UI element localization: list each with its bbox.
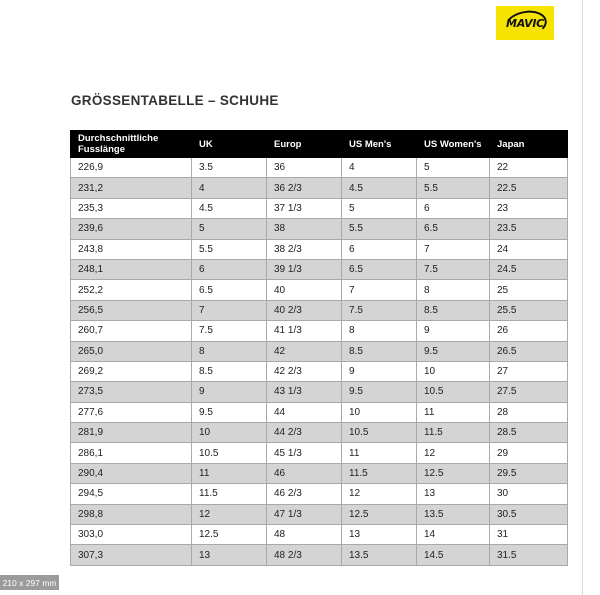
europe-cell: 37 1/3 (267, 198, 342, 218)
us-women-cell: 8 (417, 280, 490, 300)
us-men-cell: 10.5 (342, 423, 417, 443)
us-men-cell: 5.5 (342, 219, 417, 239)
foot-length-cell: 298,8 (71, 504, 192, 524)
us-women-cell: 11 (417, 402, 490, 422)
us-women-cell: 6 (417, 198, 490, 218)
us-men-cell: 6 (342, 239, 417, 259)
us-men-cell: 13.5 (342, 545, 417, 565)
us-men-cell: 8.5 (342, 341, 417, 361)
logo-text: MAVIC (506, 16, 544, 30)
table-row (71, 321, 568, 341)
foot-length-cell: 248,1 (71, 259, 192, 279)
us-men-cell: 6.5 (342, 259, 417, 279)
uk-cell: 10.5 (192, 443, 267, 463)
us-men-cell: 10 (342, 402, 417, 422)
uk-cell: 9.5 (192, 402, 267, 422)
japan-cell: 30 (490, 484, 568, 504)
us-men-cell: 11 (342, 443, 417, 463)
us-women-cell: 13 (417, 484, 490, 504)
us-women-cell: 14.5 (417, 545, 490, 565)
europe-cell: 45 1/3 (267, 443, 342, 463)
foot-length-cell: 243,8 (71, 239, 192, 259)
europe-cell: 46 2/3 (267, 484, 342, 504)
foot-length-cell: 269,2 (71, 361, 192, 381)
uk-cell: 8 (192, 341, 267, 361)
japan-cell: 27.5 (490, 382, 568, 402)
us-men-cell: 8 (342, 321, 417, 341)
us-men-cell: 7.5 (342, 300, 417, 320)
foot-length-cell: 286,1 (71, 443, 192, 463)
europe-cell: 40 2/3 (267, 300, 342, 320)
table-row (71, 300, 568, 320)
us-women-cell: 9.5 (417, 341, 490, 361)
us-men-cell: 4.5 (342, 178, 417, 198)
europe-cell: 41 1/3 (267, 321, 342, 341)
foot-length-cell: 231,2 (71, 178, 192, 198)
us-women-cell: 12.5 (417, 463, 490, 483)
japan-cell: 25 (490, 280, 568, 300)
japan-cell: 22 (490, 158, 568, 178)
header-foot-length: Durchschnittliche Fusslänge (71, 131, 192, 158)
us-women-cell: 14 (417, 525, 490, 545)
europe-cell: 48 2/3 (267, 545, 342, 565)
uk-cell: 11 (192, 463, 267, 483)
uk-cell: 7 (192, 300, 267, 320)
japan-cell: 24.5 (490, 259, 568, 279)
us-men-cell: 9 (342, 361, 417, 381)
table-row (71, 361, 568, 381)
japan-cell: 28.5 (490, 423, 568, 443)
foot-length-cell: 277,6 (71, 402, 192, 422)
us-men-cell: 13 (342, 525, 417, 545)
japan-cell: 25.5 (490, 300, 568, 320)
page-size-badge: 210 x 297 mm (0, 575, 59, 590)
europe-cell: 44 2/3 (267, 423, 342, 443)
header-uk: UK (192, 131, 267, 158)
foot-length-cell: 265,0 (71, 341, 192, 361)
uk-cell: 7.5 (192, 321, 267, 341)
japan-cell: 28 (490, 402, 568, 422)
uk-cell: 3.5 (192, 158, 267, 178)
foot-length-cell: 273,5 (71, 382, 192, 402)
europe-cell: 46 (267, 463, 342, 483)
us-women-cell: 10 (417, 361, 490, 381)
europe-cell: 38 (267, 219, 342, 239)
japan-cell: 29.5 (490, 463, 568, 483)
us-men-cell: 9.5 (342, 382, 417, 402)
japan-cell: 26.5 (490, 341, 568, 361)
table-row (71, 443, 568, 463)
table-row (71, 504, 568, 524)
us-men-cell: 4 (342, 158, 417, 178)
size-table-body (71, 158, 568, 566)
us-women-cell: 11.5 (417, 423, 490, 443)
us-women-cell: 6.5 (417, 219, 490, 239)
table-row (71, 341, 568, 361)
table-row (71, 463, 568, 483)
japan-cell: 31.5 (490, 545, 568, 565)
us-women-cell: 5 (417, 158, 490, 178)
logo-swoosh-icon (503, 8, 549, 41)
uk-cell: 4.5 (192, 198, 267, 218)
table-row (71, 280, 568, 300)
uk-cell: 5 (192, 219, 267, 239)
table-row (71, 158, 568, 178)
document-page (8, 0, 583, 595)
us-women-cell: 7.5 (417, 259, 490, 279)
japan-cell: 23 (490, 198, 568, 218)
table-row (71, 239, 568, 259)
uk-cell: 5.5 (192, 239, 267, 259)
europe-cell: 48 (267, 525, 342, 545)
europe-cell: 38 2/3 (267, 239, 342, 259)
europe-cell: 36 (267, 158, 342, 178)
foot-length-cell: 239,6 (71, 219, 192, 239)
foot-length-cell: 307,3 (71, 545, 192, 565)
japan-cell: 29 (490, 443, 568, 463)
foot-length-cell: 281,9 (71, 423, 192, 443)
header-europe: Europ (267, 131, 342, 158)
us-men-cell: 5 (342, 198, 417, 218)
europe-cell: 39 1/3 (267, 259, 342, 279)
us-men-cell: 12 (342, 484, 417, 504)
us-women-cell: 8.5 (417, 300, 490, 320)
us-men-cell: 7 (342, 280, 417, 300)
foot-length-cell: 294,5 (71, 484, 192, 504)
table-row (71, 402, 568, 422)
table-row (71, 259, 568, 279)
japan-cell: 23.5 (490, 219, 568, 239)
us-women-cell: 7 (417, 239, 490, 259)
japan-cell: 27 (490, 361, 568, 381)
japan-cell: 22.5 (490, 178, 568, 198)
uk-cell: 4 (192, 178, 267, 198)
japan-cell: 24 (490, 239, 568, 259)
table-row (71, 178, 568, 198)
table-row (71, 423, 568, 443)
foot-length-cell: 256,5 (71, 300, 192, 320)
table-row (71, 198, 568, 218)
europe-cell: 47 1/3 (267, 504, 342, 524)
europe-cell: 42 (267, 341, 342, 361)
europe-cell: 36 2/3 (267, 178, 342, 198)
size-table (70, 130, 568, 566)
uk-cell: 12 (192, 504, 267, 524)
uk-cell: 6.5 (192, 280, 267, 300)
table-row (71, 484, 568, 504)
mavic-logo (496, 6, 554, 40)
page-title: GRÖSSENTABELLE – SCHUHE (71, 93, 279, 108)
header-japan: Japan (490, 131, 568, 158)
uk-cell: 6 (192, 259, 267, 279)
us-women-cell: 10.5 (417, 382, 490, 402)
foot-length-cell: 290,4 (71, 463, 192, 483)
us-women-cell: 12 (417, 443, 490, 463)
table-header-row (71, 131, 568, 158)
uk-cell: 11.5 (192, 484, 267, 504)
header-us-women: US Women's (417, 131, 490, 158)
foot-length-cell: 260,7 (71, 321, 192, 341)
uk-cell: 10 (192, 423, 267, 443)
japan-cell: 30.5 (490, 504, 568, 524)
uk-cell: 12.5 (192, 525, 267, 545)
japan-cell: 26 (490, 321, 568, 341)
header-us-men: US Men's (342, 131, 417, 158)
us-women-cell: 5.5 (417, 178, 490, 198)
europe-cell: 43 1/3 (267, 382, 342, 402)
table-row (71, 382, 568, 402)
table-row (71, 219, 568, 239)
foot-length-cell: 252,2 (71, 280, 192, 300)
japan-cell: 31 (490, 525, 568, 545)
uk-cell: 13 (192, 545, 267, 565)
foot-length-cell: 226,9 (71, 158, 192, 178)
uk-cell: 9 (192, 382, 267, 402)
us-men-cell: 11.5 (342, 463, 417, 483)
us-men-cell: 12.5 (342, 504, 417, 524)
us-women-cell: 9 (417, 321, 490, 341)
europe-cell: 44 (267, 402, 342, 422)
table-row (71, 525, 568, 545)
europe-cell: 40 (267, 280, 342, 300)
table-row (71, 545, 568, 565)
uk-cell: 8.5 (192, 361, 267, 381)
us-women-cell: 13.5 (417, 504, 490, 524)
foot-length-cell: 235,3 (71, 198, 192, 218)
europe-cell: 42 2/3 (267, 361, 342, 381)
foot-length-cell: 303,0 (71, 525, 192, 545)
